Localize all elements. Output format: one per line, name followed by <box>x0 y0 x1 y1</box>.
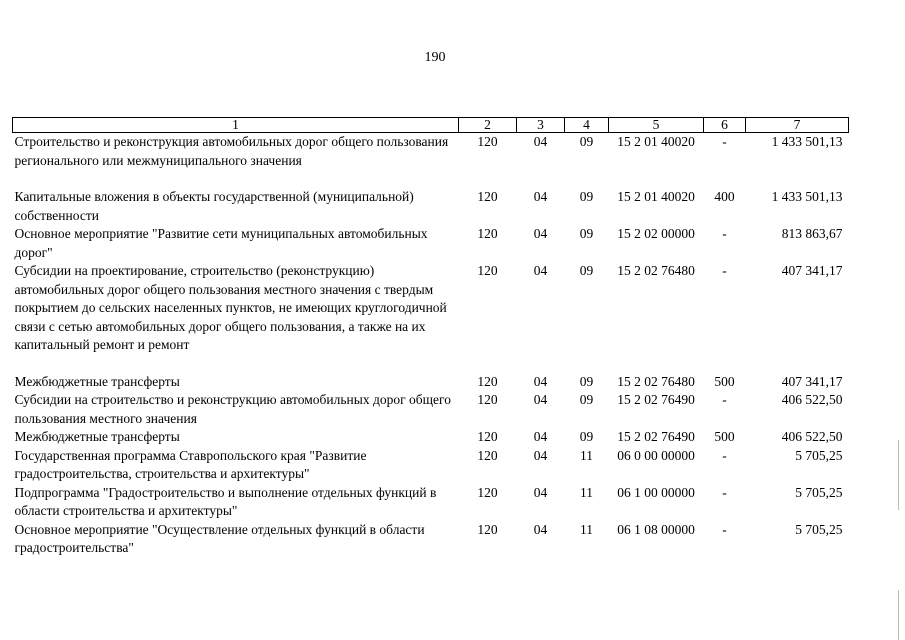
row-col-5: 15 2 02 76480 <box>617 263 695 278</box>
row-col-3: 04 <box>533 521 548 537</box>
row-name: Субсидии на строительство и реконструкцию автомобильных дорог общего пользования местного значения <box>14 392 451 426</box>
header-col-4: 4 <box>565 118 609 133</box>
row-col-3: 04 <box>533 263 548 278</box>
row-col-3: 04 <box>533 392 548 407</box>
row-spacer-cell <box>13 170 849 188</box>
header-col-1: 1 <box>13 118 459 133</box>
row-col-3: 04 <box>533 373 548 389</box>
row-col-3: 04 <box>533 429 548 444</box>
row-col-2: 120 <box>477 429 498 444</box>
table-row <box>13 373 849 392</box>
table-row <box>13 133 849 171</box>
row-col-7: 406 522,50 <box>781 429 843 444</box>
header-col-3: 3 <box>517 118 565 133</box>
row-col-4: 09 <box>579 226 594 241</box>
row-col-2: 120 <box>477 189 498 204</box>
row-col-7: 407 341,17 <box>781 263 843 278</box>
row-name: Субсидии на проектирование, строительство (реконструкцию) автомобильных дорог общего пользования местного значения с твердым покрытием до сельских населенных пунктов, не имеющих круглогодичной связи с сетью автомобильных дорог общего пользования, а также на их капитальный ремонт и ремонт <box>14 263 447 352</box>
row-spacer-cell <box>13 355 849 373</box>
budget-table <box>12 117 849 558</box>
table-row <box>13 447 849 484</box>
row-name: Основное мероприятие "Развитие сети муниципальных автомобильных дорог" <box>14 226 428 260</box>
row-col-2: 120 <box>477 521 498 537</box>
row-col-7: 406 522,50 <box>781 392 843 407</box>
row-col-5: 06 1 08 00000 <box>617 521 695 537</box>
row-col-2: 120 <box>477 373 498 389</box>
row-col-3: 04 <box>533 189 548 204</box>
header-row <box>13 118 849 133</box>
row-col-6: - <box>722 484 727 500</box>
row-col-6: - <box>722 447 727 463</box>
header-col-6: 6 <box>704 118 746 133</box>
row-col-7: 1 433 501,13 <box>771 134 843 149</box>
row-col-6: 400 <box>714 189 735 204</box>
row-col-4: 09 <box>579 429 594 444</box>
table-row <box>13 391 849 428</box>
row-name: Строительство и реконструкция автомобильных дорог общего пользования регионального или межмуниципального значения <box>14 134 449 168</box>
row-name: Государственная программа Ставропольского края "Развитие градостроительства, строительства и архитектуры" <box>14 447 367 481</box>
row-col-7: 407 341,17 <box>781 373 843 389</box>
table-row <box>13 484 849 521</box>
row-col-7: 1 433 501,13 <box>771 189 843 204</box>
row-col-7: 5 705,25 <box>795 447 843 463</box>
row-col-5: 15 2 02 76480 <box>617 373 695 389</box>
header-col-5: 5 <box>609 118 704 133</box>
row-name: Подпрограмма "Градостроительство и выполнение отдельных функций в области строительства и архитектуры" <box>14 484 437 518</box>
row-col-5: 06 0 00 00000 <box>617 447 695 463</box>
row-col-7: 5 705,25 <box>795 521 843 537</box>
row-col-6: - <box>722 263 727 278</box>
row-col-2: 120 <box>477 484 498 500</box>
row-name: Капитальные вложения в объекты государственной (муниципальной) собственности <box>14 189 414 223</box>
row-col-4: 11 <box>580 447 593 463</box>
row-col-3: 04 <box>533 484 548 500</box>
row-spacer <box>13 355 849 373</box>
header-col-7: 7 <box>746 118 849 133</box>
table-row <box>13 428 849 447</box>
table-row <box>13 225 849 262</box>
row-col-5: 06 1 00 00000 <box>617 484 695 500</box>
row-col-2: 120 <box>477 263 498 278</box>
row-col-4: 09 <box>579 392 594 407</box>
row-col-2: 120 <box>477 447 498 463</box>
row-name: Межбюджетные трансферты <box>14 429 180 444</box>
row-col-6: 500 <box>714 429 735 444</box>
row-spacer <box>13 170 849 188</box>
row-col-3: 04 <box>533 134 548 149</box>
row-col-5: 15 2 01 40020 <box>617 189 695 204</box>
row-col-4: 09 <box>579 263 594 278</box>
row-col-5: 15 2 02 00000 <box>617 226 695 241</box>
row-name: Основное мероприятие "Осуществление отдельных функций в области градостроительства" <box>14 521 425 555</box>
row-col-2: 120 <box>477 134 498 149</box>
row-name: Межбюджетные трансферты <box>14 373 180 389</box>
row-col-4: 09 <box>579 134 594 149</box>
row-col-4: 09 <box>579 189 594 204</box>
row-col-5: 15 2 02 76490 <box>617 429 695 444</box>
row-col-4: 11 <box>580 521 593 537</box>
row-col-6: - <box>722 392 727 407</box>
table-row <box>13 262 849 355</box>
table-row <box>13 521 849 558</box>
row-col-3: 04 <box>533 447 548 463</box>
row-col-3: 04 <box>533 226 548 241</box>
header-col-2: 2 <box>459 118 517 133</box>
scan-margin-line <box>898 590 899 640</box>
row-col-4: 09 <box>579 373 594 389</box>
scan-margin-line <box>898 440 899 510</box>
row-col-7: 5 705,25 <box>795 484 843 500</box>
row-col-6: - <box>722 134 727 149</box>
row-col-4: 11 <box>580 484 593 500</box>
row-col-6: - <box>722 521 727 537</box>
row-col-5: 15 2 01 40020 <box>617 134 695 149</box>
row-col-5: 15 2 02 76490 <box>617 392 695 407</box>
row-col-7: 813 863,67 <box>781 226 843 241</box>
row-col-2: 120 <box>477 226 498 241</box>
row-col-6: 500 <box>714 373 735 389</box>
table-row <box>13 188 849 225</box>
row-col-6: - <box>722 226 727 241</box>
table-body <box>13 133 849 558</box>
page-number: 190 <box>424 50 446 65</box>
row-col-2: 120 <box>477 392 498 407</box>
